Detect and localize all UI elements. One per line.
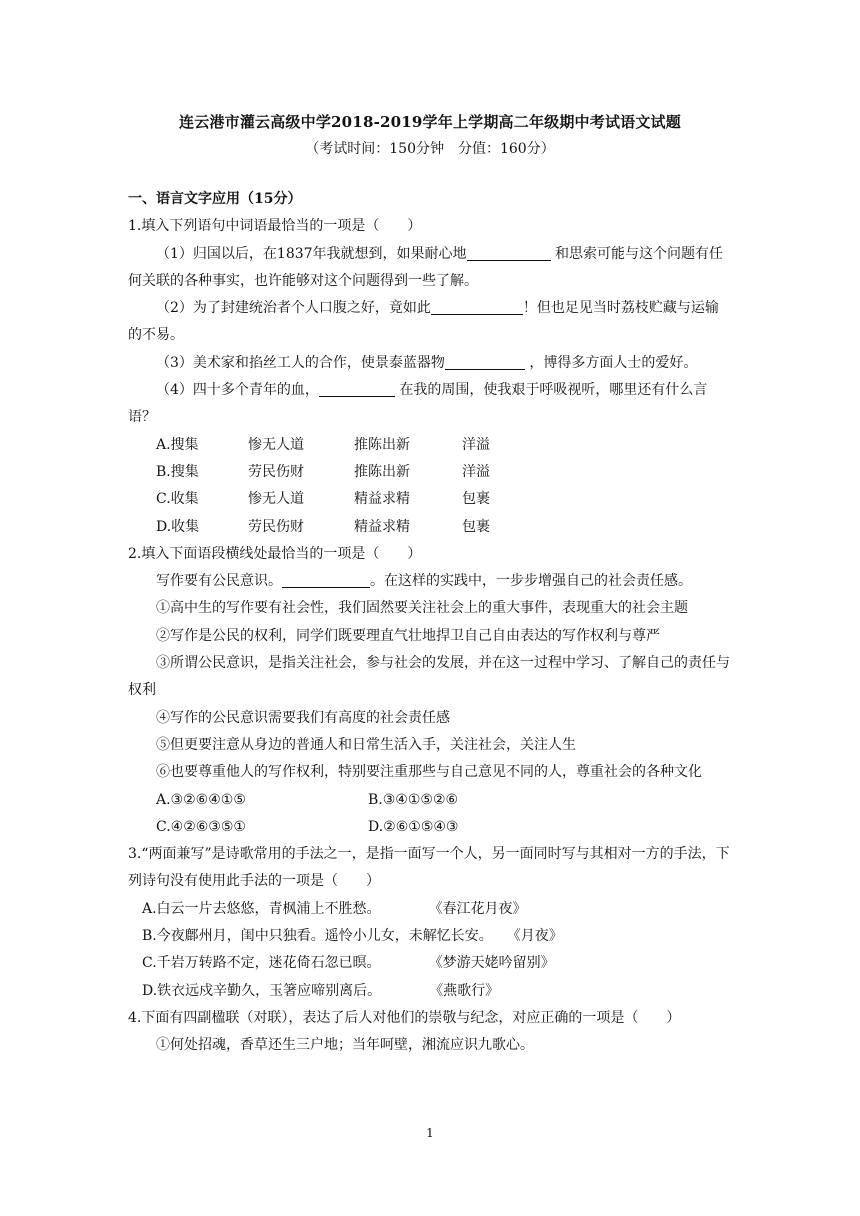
exam-title: 连云港市灌云高级中学2018-2019学年上学期高二年级期中考试语文试题	[179, 113, 681, 131]
question-3-option-d[interactable]	[128, 978, 732, 1005]
sentence-text: ！但也足见当时荔枝贮藏与运输的不易。	[128, 300, 719, 344]
question-1-option-d[interactable]	[128, 514, 732, 541]
question-2-option-c[interactable]: C.④②⑥③⑤①	[156, 818, 246, 835]
option-word: 洋溢	[462, 463, 490, 480]
question-2-item-2: ②写作是公民的权利，同学们既要理直气壮地捍卫自己自由表达的写作权利与尊严	[156, 627, 660, 644]
answer-blank	[319, 380, 395, 397]
sentence-text: （4）四十多个青年的血，	[156, 382, 319, 399]
passage-text: 。在这样的实践中，一步步增强自己的社会责任感。	[370, 573, 692, 590]
option-word: 包裹	[462, 518, 490, 535]
poem-line: A.白云一片去悠悠，青枫浦上不胜愁。	[142, 900, 381, 917]
question-2-item-5: ⑤但更要注意从身边的普通人和日常生活入手，关注社会，关注人生	[156, 736, 576, 753]
question-2-stem: 2.填入下面语段横线处最恰当的一项是（ ）	[128, 545, 422, 562]
question-1-option-b[interactable]	[128, 459, 732, 486]
answer-blank	[282, 571, 370, 588]
question-2-options-row-2	[128, 814, 732, 841]
poem-source: 《燕歌行》	[429, 982, 500, 999]
page-number: 1	[426, 1126, 434, 1140]
answer-blank	[467, 244, 551, 261]
question-2-passage	[128, 568, 732, 595]
option-label: A.搜集	[156, 436, 199, 453]
option-word: 推陈出新	[354, 463, 410, 480]
exam-subtitle: （考试时间：150分钟 分值：160分）	[305, 141, 555, 157]
sentence-text: （3）美术家和掐丝工人的合作，使景泰蓝器物	[156, 354, 445, 371]
option-word: 包裹	[462, 491, 490, 508]
question-1-sentence-3	[128, 350, 732, 377]
option-word: 劳民伤财	[248, 463, 304, 480]
question-2-option-d[interactable]: D.②⑥①⑤④③	[368, 818, 459, 835]
option-word: 惨无人道	[248, 436, 304, 453]
poem-source: 《月夜》	[506, 928, 563, 945]
poem-line: C.千岩万转路不定，迷花倚石忽已暝。	[142, 955, 381, 972]
question-2-option-b[interactable]: B.③④①⑤②⑥	[368, 791, 459, 808]
question-2-options-row-1	[128, 787, 732, 814]
option-word: 惨无人道	[248, 491, 304, 508]
option-word: 精益求精	[354, 491, 410, 508]
option-word: 劳民伤财	[248, 518, 304, 535]
option-word: 推陈出新	[354, 436, 410, 453]
sentence-text: （2）为了封建统治者个人口腹之好，竟如此	[156, 300, 431, 317]
question-1-option-c[interactable]	[128, 486, 732, 513]
question-2-item-4: ④写作的公民意识需要我们有高度的社会责任感	[156, 709, 450, 726]
option-word: 精益求精	[354, 518, 410, 535]
question-2-item-1: ①高中生的写作要有社会性，我们固然要关注社会上的重大事件，表现重大的社会主题	[156, 600, 688, 617]
sentence-text: 和思索可能与这个问题有任何关联的各种事实，也许能够对这个问题得到一些了解。	[128, 245, 723, 289]
question-4-stem: 4.下面有四副楹联（对联），表达了后人对他们的崇敬与纪念，对应正确的一项是（ ）	[128, 1009, 681, 1026]
option-label: B.搜集	[156, 463, 199, 480]
exam-content	[128, 186, 732, 1060]
question-4-item-1: ①何处招魂，香草还生三户地；当年呵壁，湘流应识九歌心。	[156, 1037, 534, 1054]
question-1-stem: 1.填入下列语句中词语最恰当的一项是（ ）	[128, 218, 422, 235]
section-heading: 一、语言文字应用（15分）	[128, 191, 302, 207]
question-3-option-c[interactable]	[128, 950, 732, 977]
sentence-text: （1）归国以后，在1837年我就想到，如果耐心地	[156, 245, 467, 262]
sentence-text: ，博得多方面人士的爱好。	[529, 354, 698, 371]
option-label: D.收集	[156, 518, 200, 535]
question-3-stem: 3.“两面兼写”是诗歌常用的手法之一，是指一面写一个人，另一面同时写与其相对一方的手法，下列诗句没有使用此手法的一项是（ ）	[128, 846, 730, 890]
answer-blank	[431, 298, 523, 315]
option-label: C.收集	[156, 491, 199, 508]
question-2-item-6: ⑥也要尊重他人的写作权利，特别要注重那些与自己意见不同的人，尊重社会的各种文化	[156, 764, 702, 781]
sentence-text: 在我的周围，使我艰于呼吸视听，哪里还有什么言语？	[128, 382, 708, 426]
passage-text: 写作要有公民意识。	[156, 573, 282, 590]
poem-line: B.今夜鄜州月，闺中只独看。遥怜小儿女，未解忆长安。	[142, 928, 493, 945]
poem-source: 《春江花月夜》	[428, 900, 527, 917]
question-2-option-a[interactable]: A.③②⑥④①⑤	[156, 791, 246, 808]
option-word: 洋溢	[462, 436, 490, 453]
question-1-sentence-4	[128, 377, 732, 432]
poem-line: D.铁衣远戍辛勤久，玉箸应啼别离后。	[142, 982, 382, 999]
question-3-option-b[interactable]	[128, 923, 732, 950]
question-1-option-a[interactable]	[128, 432, 732, 459]
poem-source: 《梦游天姥吟留别》	[428, 955, 555, 972]
question-3-option-a[interactable]	[128, 896, 732, 923]
answer-blank	[445, 353, 525, 370]
question-1-sentence-1	[128, 241, 732, 296]
question-1-sentence-2	[128, 295, 732, 350]
question-2-item-3: ③所谓公民意识，是指关注社会，参与社会的发展，并在这一过程中学习、了解自己的责任与权利	[128, 655, 730, 699]
